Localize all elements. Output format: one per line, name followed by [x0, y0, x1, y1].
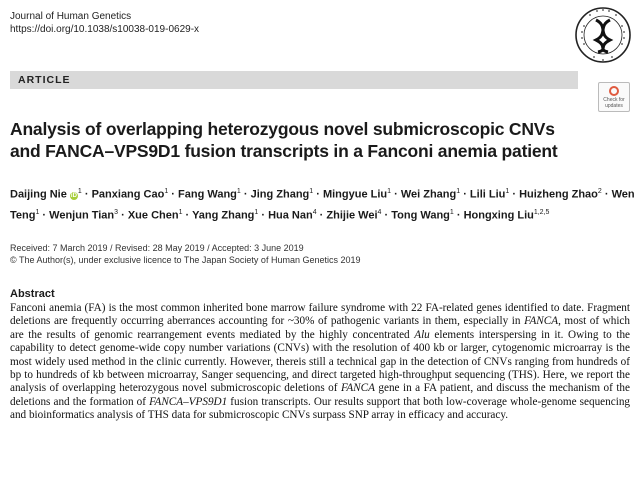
- abstract-heading: Abstract: [10, 288, 55, 300]
- author-affiliation: 1: [387, 188, 392, 195]
- author-name[interactable]: Lili Liu: [469, 188, 506, 201]
- author-affiliation: 1: [35, 208, 40, 216]
- paper-title: [10, 118, 610, 162]
- abstract-segment: , most of which are the results of genomic rearrangement events mediated by the highly concentrated: [10, 315, 630, 341]
- author-affiliation: 1: [449, 208, 454, 216]
- title-line-1: Analysis of overlapping heterozygous novel submicroscopic CNVs: [10, 119, 555, 139]
- author-affiliation: 4: [312, 208, 317, 216]
- author-name[interactable]: Hongxing Liu: [463, 209, 534, 222]
- author-affiliation: 1: [254, 208, 259, 216]
- society-seal-logo: [574, 6, 632, 64]
- author-name[interactable]: Yang Zhang: [192, 209, 255, 222]
- doi-link[interactable]: https://doi.org/10.1038/s10038-019-0629-x: [10, 24, 200, 35]
- author-name[interactable]: Wenjun Tian: [49, 209, 115, 222]
- author-name[interactable]: Panxiang Cao: [91, 188, 165, 201]
- author-name[interactable]: Mingyue Liu: [322, 188, 388, 201]
- abstract-segment: fusion transcripts. Our results support that both low-coverage whole-genome sequencing and bioinformatics analysis of THS data for submicroscopic CNVs surpass SNP array in efficacy and accuracy.: [10, 395, 631, 422]
- author-affiliation: 1: [178, 208, 183, 216]
- author-affiliation: 1: [505, 188, 510, 195]
- author-name[interactable]: Huizheng Zhao: [519, 188, 598, 201]
- author-name[interactable]: Fang Wang: [178, 188, 237, 201]
- author-name[interactable]: Wei Zhang: [400, 188, 457, 201]
- copyright-notice: © The Author(s), under exclusive licence to The Japan Society of Human Genetics 2019: [10, 255, 361, 265]
- article-label: ARTICLE: [18, 74, 71, 86]
- author-affiliation: 2: [597, 188, 602, 195]
- author-affiliation: 1: [236, 188, 241, 195]
- author-name[interactable]: Jing Zhang: [250, 188, 310, 201]
- author-affiliation: 1,2,5: [533, 208, 550, 216]
- gene-name: FANCA: [524, 315, 559, 328]
- abstract-segment: elements interspersing in it. Owing to the capability to detect genome-wide copy number variations (CNVs) with the resolution of 400 kb or larger, cytogenomic microarray is the most widely used method in the clinic currently. However, thereis still a technical gap in the detection of CNVs ranging from hundreds of bp to hundreds of kb between microarray, Sanger sequencing, and direct targeted high-throughput sequencing (THS). Here, we report the analysis of overlapping heterozygous novel submicroscopic deletions of: [10, 328, 630, 395]
- gene-name: FANCA–VPS9D1: [149, 395, 228, 408]
- publication-dates: [10, 242, 361, 266]
- author-affiliation: 4: [377, 208, 382, 216]
- journal-name: Journal of Human Genetics: [10, 11, 132, 22]
- check-updates-line1: Check for: [603, 97, 625, 103]
- abstract-text: [10, 302, 630, 423]
- journal-header: [10, 10, 199, 36]
- author-name[interactable]: Zhijie Wei: [326, 209, 378, 222]
- author-name[interactable]: Tong Wang: [391, 209, 450, 222]
- author-affiliation: 1: [77, 188, 82, 195]
- author-list: Daijing Nie $iD^1$ · Panxiang Cao$^1$ · Fang Wang$^1$ · Jing Zhang$^1$ · Mingyue Liu$^1$ · Wei Zhang$^1$ · Lili Liu$^1$ · Huizheng Zhao$^2$ · Wen Teng$^1$ · Wenjun Tian$^3$ · Xue Chen$^1$ · Yang Zhang$^1$ · Hua Nan$^4$ · Zhijie Wei$^4$ · Tong Wang$^1$ · Hongxing Liu$^{1,2,5}$: [10, 188, 635, 222]
- author-affiliation: 1: [164, 188, 169, 195]
- author-affiliation: 3: [114, 208, 119, 216]
- article-type-bar: [10, 71, 578, 89]
- abstract-segment: Fanconi anemia (FA) is the most common inherited bone marrow failure syndrome with 22 FA-related genes identified to date. Fragment deletions are frequently occurring aberrances accounting for ~30% of pathogenic variants in them, especially in: [10, 302, 630, 328]
- author-name[interactable]: Xue Chen: [127, 209, 179, 222]
- received-dates: Received: 7 March 2019 / Revised: 28 May 2019 / Accepted: 3 June 2019: [10, 243, 304, 253]
- orcid-icon[interactable]: iD: [70, 192, 77, 199]
- author-name[interactable]: Daijing Nie: [10, 188, 67, 201]
- author-affiliation: 1: [456, 188, 461, 195]
- gene-name: Alu: [414, 328, 430, 341]
- author-name[interactable]: Wen Teng: [10, 188, 635, 222]
- title-line-2: and FANCA–VPS9D1 fusion transcripts in a Fanconi anemia patient: [10, 141, 558, 161]
- author-affiliation: 1: [309, 188, 314, 195]
- check-updates-line2: updates: [605, 103, 623, 109]
- abstract-segment: gene in a FA patient, and discuss the mechanism of the deletions and the formation of: [10, 382, 630, 408]
- gene-name: FANCA: [340, 382, 375, 395]
- author-name[interactable]: Hua Nan: [268, 209, 313, 222]
- check-for-updates-button[interactable]: [598, 82, 630, 112]
- refresh-icon: [609, 86, 619, 96]
